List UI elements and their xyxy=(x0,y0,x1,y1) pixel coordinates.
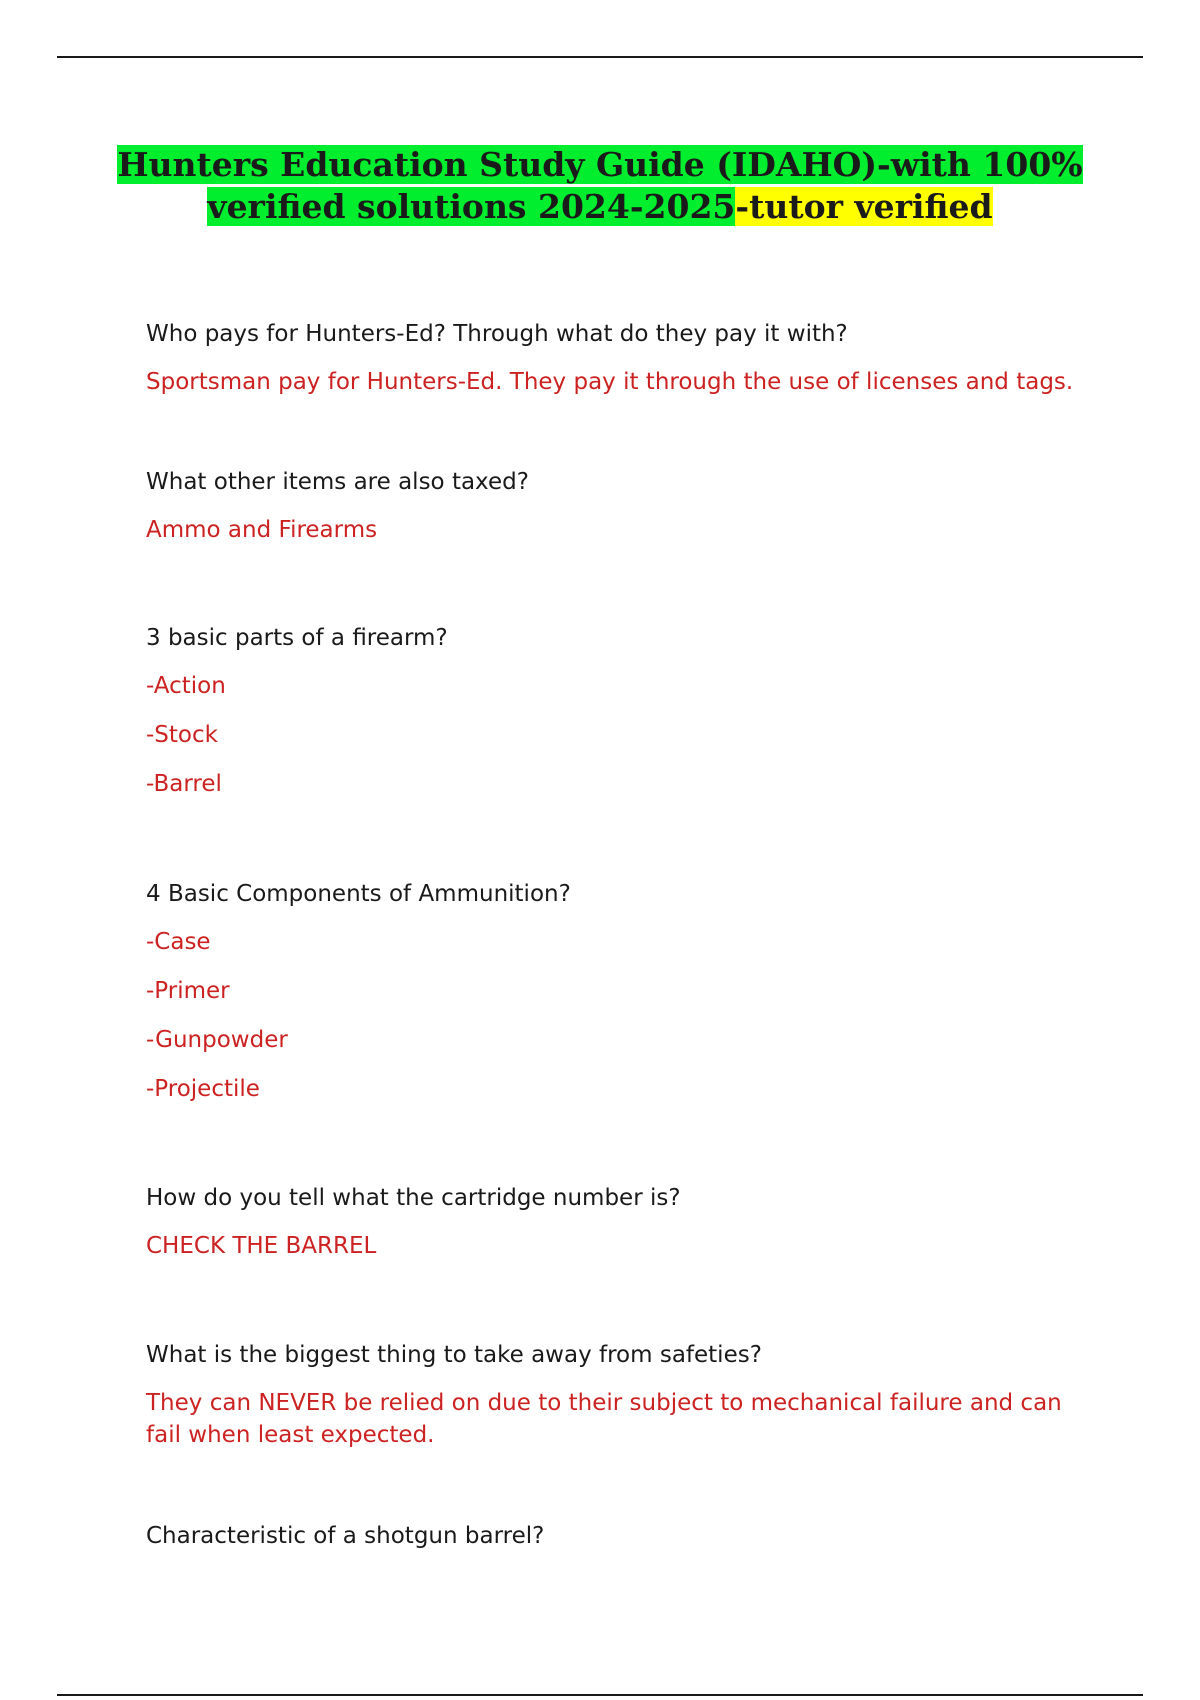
title-line-2: verified solutions 2024-2025 xyxy=(207,187,736,226)
answer: -Barrel xyxy=(146,771,222,797)
answer: -Primer xyxy=(146,978,230,1004)
question: How do you tell what the cartridge number is? xyxy=(146,1185,681,1211)
qa-item-4 xyxy=(146,878,1086,1105)
qa-item-7 xyxy=(146,1520,1086,1552)
question: What other items are also taxed? xyxy=(146,469,529,495)
qa-item-2 xyxy=(146,466,1086,546)
qa-item-6 xyxy=(146,1339,1086,1451)
title-highlight-yellow: -tutor verified xyxy=(735,187,993,226)
qa-item-3 xyxy=(146,622,1086,800)
qa-list xyxy=(146,318,1086,1597)
title-line-1: Hunters Education Study Guide (IDAHO)-with 100% xyxy=(117,145,1083,184)
answer: They can NEVER be relied on due to their subject to mechanical failure and can fail when least expected. xyxy=(146,1390,1062,1448)
answer: Sportsman pay for Hunters-Ed. They pay it through the use of licenses and tags. xyxy=(146,369,1074,395)
document-title xyxy=(0,144,1200,228)
question: Who pays for Hunters-Ed? Through what do they pay it with? xyxy=(146,321,848,347)
answer: Ammo and Firearms xyxy=(146,517,378,543)
answer: -Gunpowder xyxy=(146,1027,288,1053)
question: 3 basic parts of a firearm? xyxy=(146,625,448,651)
header-rule xyxy=(57,56,1143,58)
footer-rule xyxy=(57,1694,1143,1696)
question: What is the biggest thing to take away from safeties? xyxy=(146,1342,762,1368)
answer: -Case xyxy=(146,929,211,955)
question: 4 Basic Components of Ammunition? xyxy=(146,881,571,907)
question: Characteristic of a shotgun barrel? xyxy=(146,1523,545,1549)
answer: -Stock xyxy=(146,722,218,748)
answer: -Projectile xyxy=(146,1076,260,1102)
qa-item-1 xyxy=(146,318,1086,398)
qa-item-5 xyxy=(146,1182,1086,1262)
answer: CHECK THE BARREL xyxy=(146,1233,377,1259)
answer: -Action xyxy=(146,673,226,699)
